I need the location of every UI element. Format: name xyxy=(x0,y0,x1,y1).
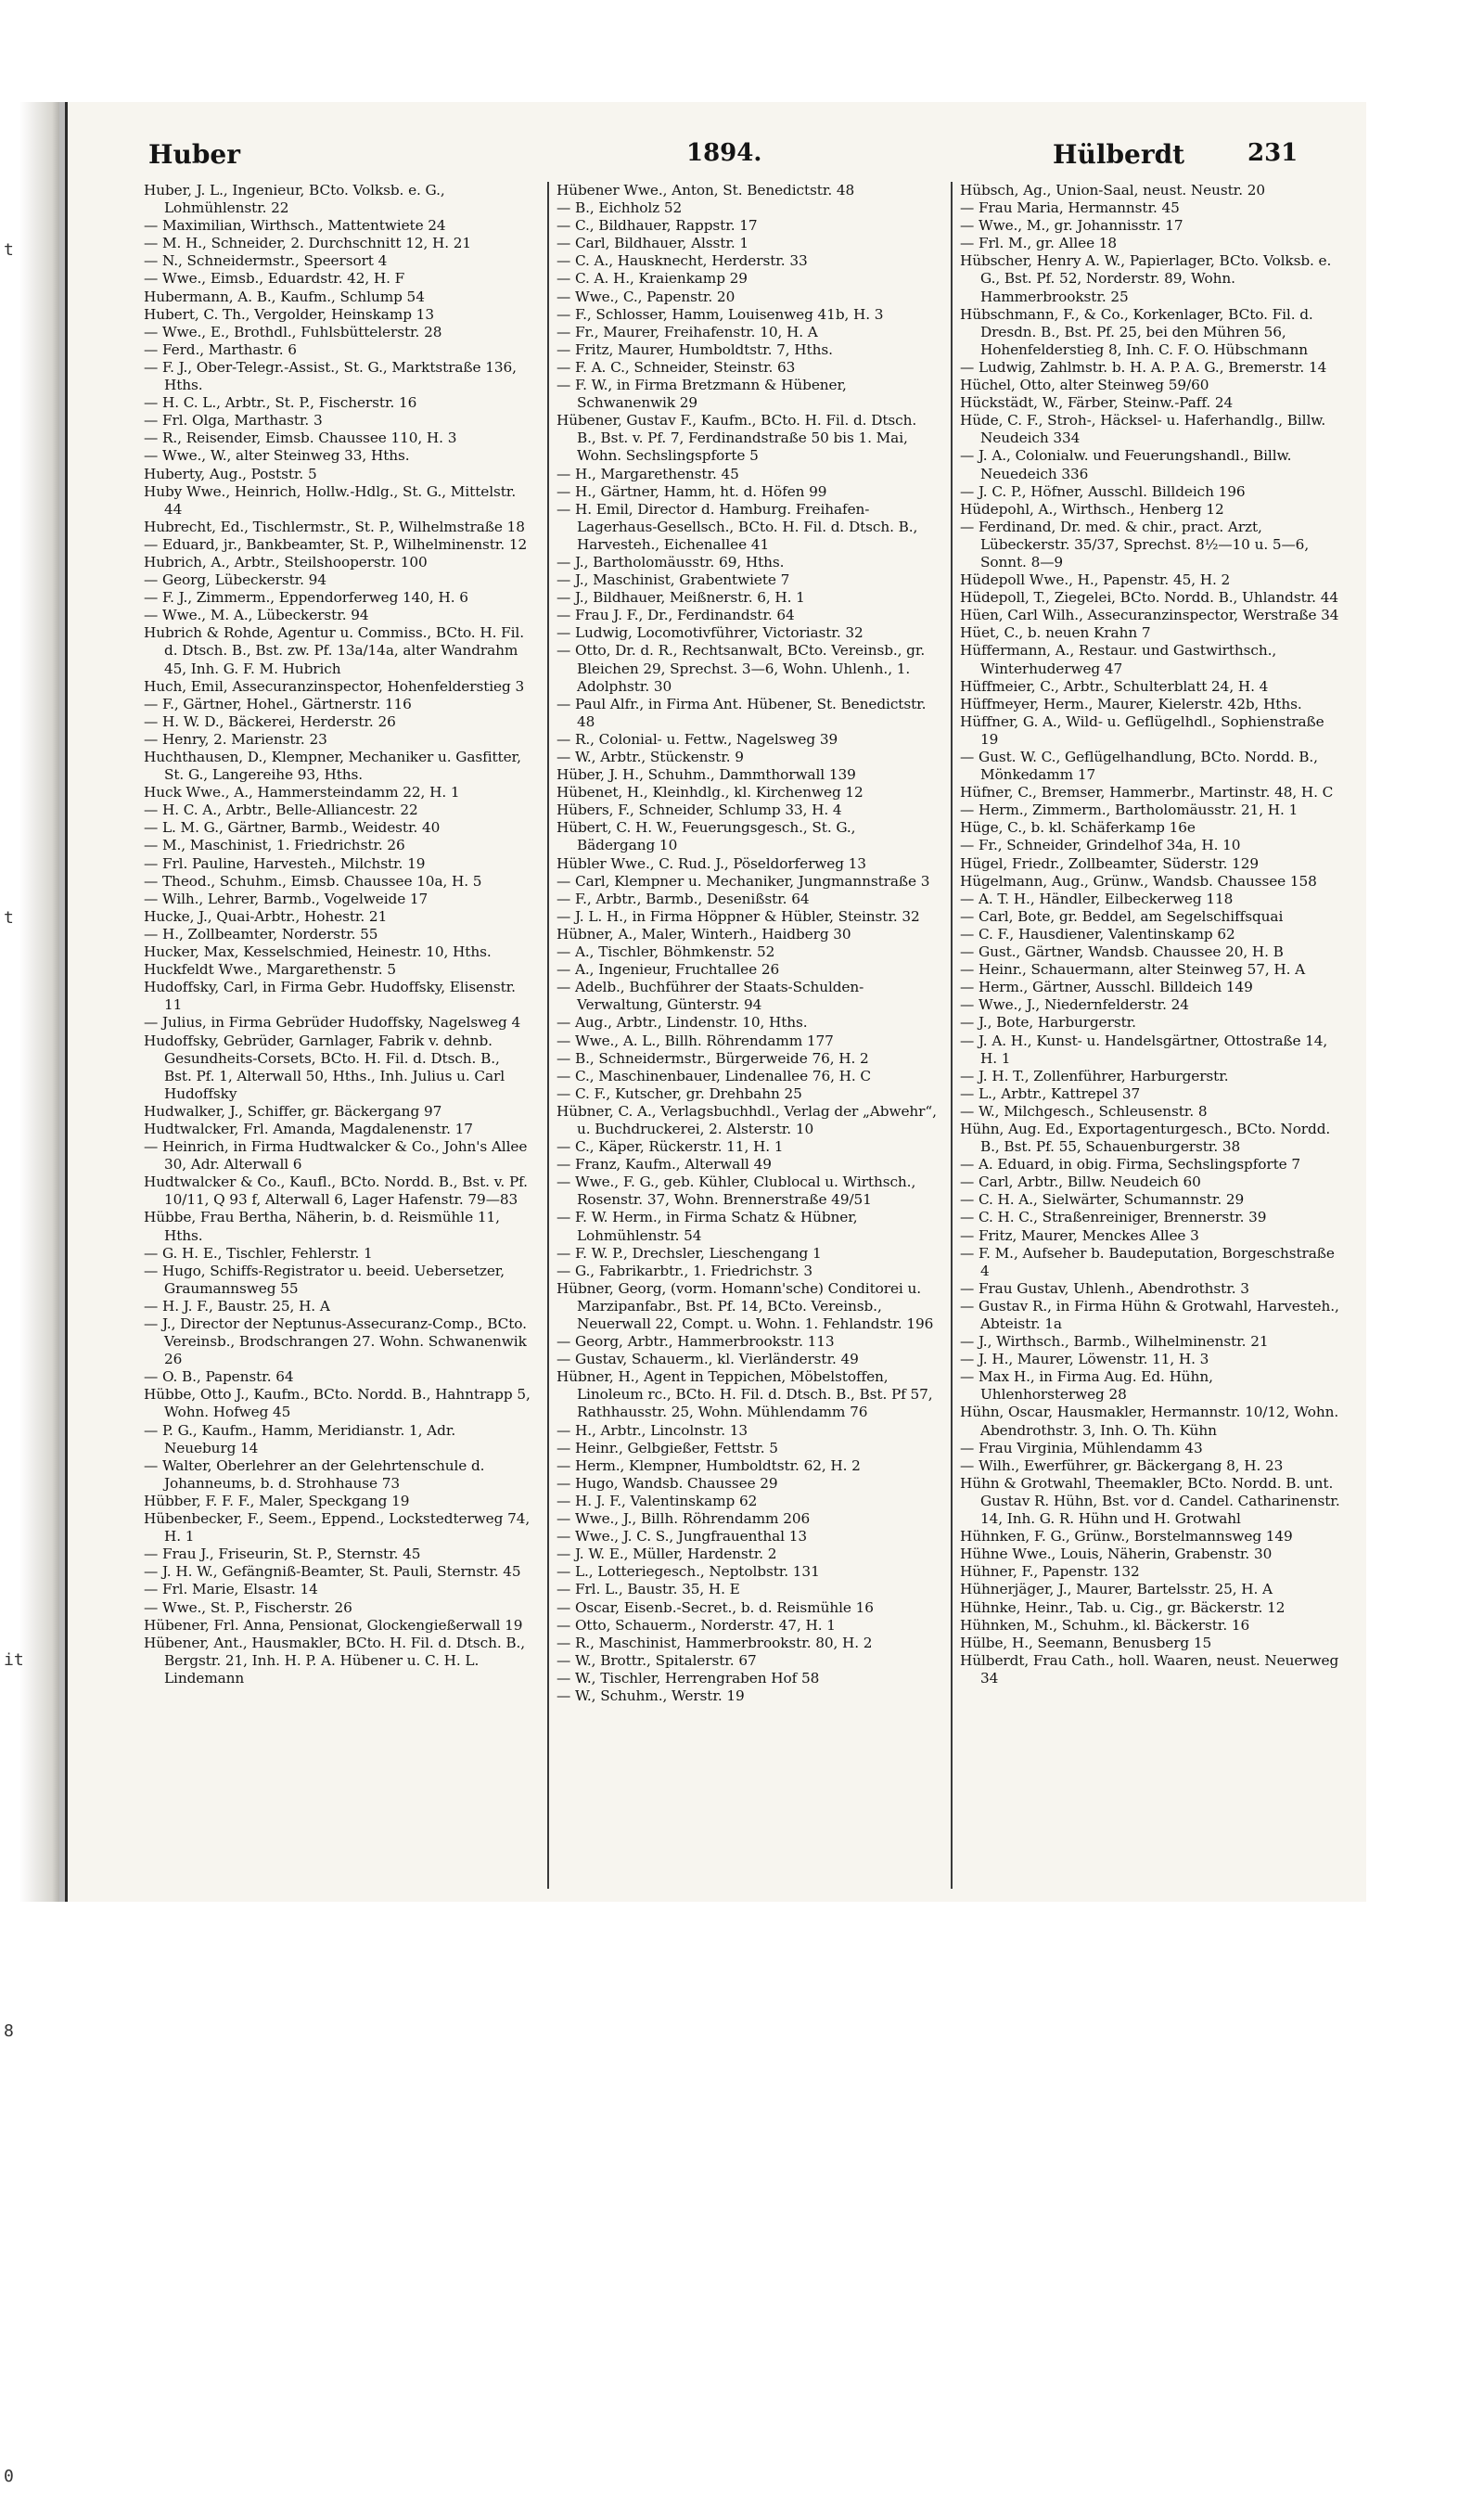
directory-entry: Hüffmeyer, Herm., Maurer, Kielerstr. 42b, Hths. xyxy=(960,695,1302,712)
directory-entry: — Adelb., Buchführer der Staats-Schulden-Verwaltung, Günterstr. 94 xyxy=(556,979,864,1014)
directory-entry: Hüet, C., b. neuen Krahn 7 xyxy=(960,624,1151,642)
directory-entry: — F. W. P., Drechsler, Lieschengang 1 xyxy=(556,1244,822,1262)
directory-entry: — G., Fabrikarbtr., 1. Friedrichstr. 3 xyxy=(556,1262,813,1279)
directory-entry: — M., Maschinist, 1. Friedrichstr. 26 xyxy=(144,837,405,854)
directory-entry: — Wwe., C., Papenstr. 20 xyxy=(556,288,736,305)
directory-entry: — Oscar, Eisenb.-Secret., b. d. Reismühle 16 xyxy=(556,1598,874,1616)
directory-entry: Hübbe, Frau Bertha, Näherin, b. d. Reismühle 11, Hths. xyxy=(144,1209,500,1244)
directory-entry: — J., Bartholomäusstr. 69, Hths. xyxy=(556,553,785,571)
directory-entry: — Henry, 2. Marienstr. 23 xyxy=(144,730,327,748)
directory-entry: — W., Schuhm., Werstr. 19 xyxy=(556,1687,745,1704)
directory-entry: Huberty, Aug., Poststr. 5 xyxy=(144,465,317,482)
directory-entry: Hudtwalcker, Frl. Amanda, Magdalenenstr. 17 xyxy=(144,1120,473,1137)
directory-entry: — Wwe., J., Billh. Röhrendamm 206 xyxy=(556,1510,811,1528)
directory-entry: — F. W., in Firma Bretzmann & Hübener, Schwanenwik 29 xyxy=(556,377,847,412)
directory-entry: — Otto, Schauerm., Norderstr. 47, H. 1 xyxy=(556,1616,836,1634)
directory-entry: Hühner, F., Papenstr. 132 xyxy=(960,1563,1140,1581)
directory-entry: — Heinr., Gelbgießer, Fettstr. 5 xyxy=(556,1439,778,1456)
directory-entry: — M. H., Schneider, 2. Durchschnitt 12, H. 21 xyxy=(144,235,472,252)
directory-entry: Hüffner, G. A., Wild- u. Geflügelhdl., Sophienstraße 19 xyxy=(960,712,1324,748)
directory-entry: Hüfner, C., Bremser, Hammerbr., Martinstr. 48, H. C xyxy=(960,784,1334,802)
directory-entry: — Paul Alfr., in Firma Ant. Hübener, St. Benedictstr. 48 xyxy=(556,695,927,730)
column-1 xyxy=(144,182,531,1889)
directory-entry: — C., Käper, Rückerstr. 11, H. 1 xyxy=(556,1138,784,1156)
directory-entry: — P. G., Kaufm., Hamm, Meridianstr. 1, Adr. Neueburg 14 xyxy=(144,1421,456,1456)
directory-entry: Hückstädt, W., Färber, Steinw.-Paff. 24 xyxy=(960,394,1234,412)
directory-entry: — L., Arbtr., Kattrepel 37 xyxy=(960,1084,1141,1102)
directory-entry: — A. T. H., Händler, Eilbeckerweg 118 xyxy=(960,890,1234,907)
directory-entry: — Julius, in Firma Gebrüder Hudoffsky, Nagelsweg 4 xyxy=(144,1014,521,1032)
directory-entry: — Wwe., A. L., Billh. Röhrendamm 177 xyxy=(556,1032,834,1049)
directory-entry: — Wwe., W., alter Steinweg 33, Hths. xyxy=(144,447,410,465)
directory-entry: — C. A., Hausknecht, Herderstr. 33 xyxy=(556,252,808,270)
directory-entry: Hubert, C. Th., Vergolder, Heinskamp 13 xyxy=(144,305,434,323)
directory-entry: — J. C. P., Höfner, Ausschl. Billdeich 196 xyxy=(960,482,1246,500)
directory-entry: — Gust. W. C., Geflügelhandlung, BCto. Nordd. B., Mönkedamm 17 xyxy=(960,749,1318,784)
directory-entry: — H., Gärtner, Hamm, ht. d. Höfen 99 xyxy=(556,482,827,500)
directory-entry: — Eduard, jr., Bankbeamter, St. P., Wilhelminenstr. 12 xyxy=(144,535,528,553)
directory-entry: Hübener Wwe., Anton, St. Benedictstr. 48 xyxy=(556,182,855,199)
directory-entry: — W., Tischler, Herrengraben Hof 58 xyxy=(556,1669,820,1687)
directory-entry: — W., Brottr., Spitalerstr. 67 xyxy=(556,1651,757,1669)
directory-entry: — F. A. C., Schneider, Steinstr. 63 xyxy=(556,358,796,376)
directory-entry: Hübert, C. H. W., Feuerungsgesch., St. G., Bädergang 10 xyxy=(556,819,856,854)
spine-marks: t t it 8 0 xyxy=(4,240,24,2486)
directory-entry: Hühn & Grotwahl, Theemakler, BCto. Nordd. B. unt. Gustav R. Hühn, Bst. vor d. Candel. Catharinenstr. 14, Inh. G. R. Hühn und H. Grotwahl xyxy=(960,1474,1340,1528)
directory-entry: — R., Maschinist, Hammerbrookstr. 80, H. 2 xyxy=(556,1634,873,1651)
directory-entry: — J. H. T., Zollenführer, Harburgerstr. xyxy=(960,1067,1229,1084)
directory-entry: — Wwe., Eimsb., Eduardstr. 42, H. F xyxy=(144,270,405,288)
directory-entry: Hucker, Max, Kesselschmied, Heinestr. 10, Hths. xyxy=(144,943,492,961)
directory-entry: — Otto, Dr. d. R., Rechtsanwalt, BCto. Vereinsb., gr. Bleichen 29, Sprechst. 3—6, Wohn. Uhlenh., 1. Adolphstr. 30 xyxy=(556,642,926,695)
directory-entry: — W., Arbtr., Stückenstr. 9 xyxy=(556,749,744,765)
directory-entry: — A., Tischler, Böhmkenstr. 52 xyxy=(556,943,775,961)
directory-entry: — W., Milchgesch., Schleusenstr. 8 xyxy=(960,1102,1208,1120)
directory-entry: Hüffmeier, C., Arbtr., Schulterblatt 24, H. 4 xyxy=(960,677,1269,695)
directory-entry: — A. Eduard, in obig. Firma, Sechslingspforte 7 xyxy=(960,1156,1301,1174)
directory-entry: — J. H., Maurer, Löwenstr. 11, H. 3 xyxy=(960,1351,1209,1368)
directory-entry: — H. J. F., Baustr. 25, H. A xyxy=(144,1297,330,1315)
directory-entry: Hüber, J. H., Schuhm., Dammthorwall 139 xyxy=(556,766,856,784)
directory-entry: — Gust., Gärtner, Wandsb. Chaussee 20, H. B xyxy=(960,943,1284,961)
directory-entry: — Walter, Oberlehrer an der Gelehrtenschule d. Johanneums, b. d. Strohhause 73 xyxy=(144,1456,485,1492)
directory-entry: — Franz, Kaufm., Alterwall 49 xyxy=(556,1156,772,1174)
directory-entry: — Carl, Klempner u. Mechaniker, Jungmannstraße 3 xyxy=(556,872,930,890)
directory-entry: — F. J., Zimmerm., Eppendorferweg 140, H. 6 xyxy=(144,589,468,607)
directory-entry: — H., Margarethenstr. 45 xyxy=(556,465,739,482)
directory-entry: — C. F., Hausdiener, Valentinskamp 62 xyxy=(960,925,1235,943)
directory-entry: — H., Zollbeamter, Norderstr. 55 xyxy=(144,925,378,943)
right-catchword: Hülberdt xyxy=(1053,139,1185,170)
directory-entry: Hühnken, F. G., Grünw., Borstelmannsweg 149 xyxy=(960,1528,1293,1546)
directory-entry: — Fritz, Maurer, Menckes Allee 3 xyxy=(960,1226,1199,1244)
directory-entry: Hüde, C. F., Stroh-, Häcksel- u. Haferhandlg., Billw. Neudeich 334 xyxy=(960,412,1326,447)
directory-entry: Hübenet, H., Kleinhdlg., kl. Kirchenweg 12 xyxy=(556,784,864,802)
directory-entry: — C., Bildhauer, Rappstr. 17 xyxy=(556,217,758,235)
directory-entry: Hubermann, A. B., Kaufm., Schlump 54 xyxy=(144,288,425,305)
directory-entry: — L., Lotteriegesch., Neptolbstr. 131 xyxy=(556,1563,820,1581)
directory-entry: — Herm., Zimmerm., Bartholomäusstr. 21, H. 1 xyxy=(960,802,1298,819)
directory-entry: — Frl. L., Baustr. 35, H. E xyxy=(556,1581,740,1598)
directory-entry: — F. M., Aufseher b. Baudeputation, Borgeschstraße 4 xyxy=(960,1244,1335,1279)
directory-entry: — O. B., Papenstr. 64 xyxy=(144,1368,294,1386)
directory-entry: Hudwalker, J., Schiffer, gr. Bäckergang 97 xyxy=(144,1102,442,1120)
directory-entry: — Aug., Arbtr., Lindenstr. 10, Hths. xyxy=(556,1014,808,1032)
directory-entry: Hucke, J., Quai-Arbtr., Hohestr. 21 xyxy=(144,907,388,925)
left-catchword: Huber xyxy=(148,139,240,170)
column-3 xyxy=(951,182,1340,1889)
directory-entry: Hügelmann, Aug., Grünw., Wandsb. Chaussee 158 xyxy=(960,872,1317,890)
directory-entry: — Frl. Olga, Marthastr. 3 xyxy=(144,412,323,430)
directory-entry: — J., Director der Neptunus-Assecuranz-Comp., BCto. Vereinsb., Brodschrangen 27. Wohn. Schwanenwik 26 xyxy=(144,1315,527,1368)
directory-entry: — H. J. F., Valentinskamp 62 xyxy=(556,1492,758,1509)
directory-entry: Hüge, C., b. kl. Schäferkamp 16e xyxy=(960,819,1196,837)
directory-entry: — F. W. Herm., in Firma Schatz & Hübner, Lohmühlenstr. 54 xyxy=(556,1209,858,1244)
directory-entry: — Ludwig, Locomotivführer, Victoriastr. 32 xyxy=(556,624,864,642)
directory-entry: Hübner, C. A., Verlagsbuchhdl., Verlag der „Abwehr“, u. Buchdruckerei, 2. Alsterstr. 10 xyxy=(556,1102,937,1137)
directory-entry: Hüdepoll Wwe., H., Papenstr. 45, H. 2 xyxy=(960,571,1231,589)
directory-entry: Hübschmann, F., & Co., Korkenlager, BCto. Fil. d. Dresdn. B., Bst. Pf. 25, bei den Mühren 56, Hohenfelderstieg 8, Inh. C. F. O. Hübschmann xyxy=(960,305,1313,358)
directory-entry: — Ludwig, Zahlmstr. b. H. A. P. A. G., Bremerstr. 14 xyxy=(960,358,1327,376)
directory-entry: — Fr., Maurer, Freihafenstr. 10, H. A xyxy=(556,323,818,340)
directory-entry: — Georg, Lübeckerstr. 94 xyxy=(144,571,326,589)
directory-entry: — Hugo, Wandsb. Chaussee 29 xyxy=(556,1474,778,1492)
directory-entry: — C., Maschinenbauer, Lindenallee 76, H. C xyxy=(556,1067,872,1084)
directory-entry: — Wwe., M., gr. Johannisstr. 17 xyxy=(960,217,1183,235)
directory-entry: — Herm., Gärtner, Ausschl. Billdeich 149 xyxy=(960,979,1253,996)
directory-entry: Hügel, Friedr., Zollbeamter, Süderstr. 129 xyxy=(960,854,1260,872)
directory-entry: — F., Arbtr., Barmb., Desenißstr. 64 xyxy=(556,890,810,907)
directory-entry: — Carl, Bote, gr. Beddel, am Segelschiffsquai xyxy=(960,907,1284,925)
directory-entry: — G. H. E., Tischler, Fehlerstr. 1 xyxy=(144,1244,373,1262)
directory-entry: — C. F., Kutscher, gr. Drehbahn 25 xyxy=(556,1084,802,1102)
directory-entry: — Frau Virginia, Mühlendamm 43 xyxy=(960,1439,1203,1456)
directory-entry: Hübner, Georg, (vorm. Homann'sche) Conditorei u. Marzipanfabr., Bst. Pf. 14, BCto. Vereinsb., Neuerwall 22, Compt. u. Wohn. 1. Fehlandstr. 196 xyxy=(556,1279,934,1332)
directory-entry: Huchthausen, D., Klempner, Mechaniker u. Gasfitter, St. G., Langereihe 93, Hths. xyxy=(144,749,521,784)
directory-entry: Hühn, Oscar, Hausmakler, Hermannstr. 10/12, Wohn. Abendrothstr. 3, Inh. O. Th. Kühn xyxy=(960,1404,1339,1439)
directory-entry: — Frl. Marie, Elsastr. 14 xyxy=(144,1581,318,1598)
directory-entry: — Gustav, Schauerm., kl. Vierländerstr. 49 xyxy=(556,1351,859,1368)
directory-entry: — J. W. E., Müller, Hardenstr. 2 xyxy=(556,1546,777,1563)
directory-entry: — Wwe., J. C. S., Jungfrauenthal 13 xyxy=(556,1528,808,1546)
directory-entry: — F., Schlosser, Hamm, Louisenweg 41b, H. 3 xyxy=(556,305,884,323)
running-header xyxy=(148,139,1363,180)
directory-entry: — H. W. D., Bäckerei, Herderstr. 26 xyxy=(144,712,396,730)
directory-entry: — Fr., Schneider, Grindelhof 34a, H. 10 xyxy=(960,837,1241,854)
directory-entry: — F. J., Ober-Telegr.-Assist., St. G., Marktstraße 136, Hths. xyxy=(144,358,517,394)
directory-entry: — Heinrich, in Firma Hudtwalcker & Co., John's Allee 30, Adr. Alterwall 6 xyxy=(144,1138,528,1174)
directory-entry: — Georg, Arbtr., Hammerbrookstr. 113 xyxy=(556,1333,835,1351)
directory-entry: — Carl, Arbtr., Billw. Neudeich 60 xyxy=(960,1174,1201,1191)
directory-entry: Huck Wwe., A., Hammersteindamm 22, H. 1 xyxy=(144,784,460,802)
directory-entry: Hubrecht, Ed., Tischlermstr., St. P., Wilhelmstraße 18 xyxy=(144,518,525,535)
directory-entry: — Wwe., F. G., geb. Kühler, Clublocal u. Wirthsch., Rosenstr. 37, Wohn. Brennerstraße 49/51 xyxy=(556,1174,916,1209)
directory-entry: Hülberdt, Frau Cath., holl. Waaren, neust. Neuerweg 34 xyxy=(960,1651,1339,1687)
directory-entry: Hübenbecker, F., Seem., Eppend., Lockstedterweg 74, H. 1 xyxy=(144,1510,531,1546)
directory-entry: Hüchel, Otto, alter Steinweg 59/60 xyxy=(960,377,1209,394)
directory-entry: Hühnke, Heinr., Tab. u. Cig., gr. Bäckerstr. 12 xyxy=(960,1598,1286,1616)
directory-entry: — Wilh., Ewerführer, gr. Bäckergang 8, H. 23 xyxy=(960,1456,1284,1474)
directory-entry: — C. H. C., Straßenreiniger, Brennerstr. 39 xyxy=(960,1209,1267,1226)
directory-entry: — H., Arbtr., Lincolnstr. 13 xyxy=(556,1421,748,1439)
directory-entry: — F., Gärtner, Hohel., Gärtnerstr. 116 xyxy=(144,695,412,712)
directory-entry: — L. M. G., Gärtner, Barmb., Weidestr. 40 xyxy=(144,819,441,837)
directory-entry: Hühnerjäger, J., Maurer, Bartelsstr. 25, H. A xyxy=(960,1581,1273,1598)
directory-entry: — Frau Gustav, Uhlenh., Abendrothstr. 3 xyxy=(960,1279,1249,1297)
directory-entry: — Fritz, Maurer, Humboldtstr. 7, Hths. xyxy=(556,340,833,358)
directory-entry: — B., Eichholz 52 xyxy=(556,199,683,217)
directory-entry: — Frau J., Friseurin, St. P., Sternstr. 45 xyxy=(144,1546,421,1563)
directory-entry: — Wilh., Lehrer, Barmb., Vogelweide 17 xyxy=(144,890,429,907)
directory-entry: — Theod., Schuhm., Eimsb. Chaussee 10a, H. 5 xyxy=(144,872,482,890)
year-heading: 1894. xyxy=(686,139,762,167)
directory-entry: Hübber, F. F. F., Maler, Speckgang 19 xyxy=(144,1492,410,1509)
directory-entry: Hüen, Carl Wilh., Assecuranzinspector, Werstraße 34 xyxy=(960,607,1339,624)
directory-entry: — H. C. A., Arbtr., Belle-Alliancestr. 22 xyxy=(144,802,418,819)
directory-entry: — Frau Maria, Hermannstr. 45 xyxy=(960,199,1180,217)
directory-entry: — J. H. W., Gefängniß-Beamter, St. Pauli, Sternstr. 45 xyxy=(144,1563,521,1581)
directory-entry: — N., Schneidermstr., Speersort 4 xyxy=(144,252,388,270)
directory-entry: — Wwe., St. P., Fischerstr. 26 xyxy=(144,1598,352,1616)
directory-entry: — Ferd., Marthastr. 6 xyxy=(144,340,297,358)
book-spine-edge xyxy=(0,102,65,2486)
directory-entry: — Wwe., E., Brothdl., Fuhlsbüttelerstr. 28 xyxy=(144,323,442,340)
directory-entry: — Hugo, Schiffs-Registrator u. beeid. Uebersetzer, Graumannsweg 55 xyxy=(144,1262,505,1297)
directory-entry: Hübsch, Ag., Union-Saal, neust. Neustr. 20 xyxy=(960,182,1265,199)
directory-entry: — Frl. M., gr. Allee 18 xyxy=(960,235,1118,252)
directory-entry: — J. A., Colonialw. und Feuerungshandl., Billw. Neuedeich 336 xyxy=(960,447,1292,482)
directory-entry: — J., Bote, Harburgerstr. xyxy=(960,1014,1136,1032)
directory-entry: — R., Colonial- u. Fettw., Nagelsweg 39 xyxy=(556,730,838,748)
directory-entry: — Frl. Pauline, Harvesteh., Milchstr. 19 xyxy=(144,854,426,872)
directory-entry: — Heinr., Schauermann, alter Steinweg 57, H. A xyxy=(960,961,1306,979)
directory-entry: — J., Wirthsch., Barmb., Wilhelminenstr. 21 xyxy=(960,1333,1269,1351)
directory-entry: — Ferdinand, Dr. med. & chir., pract. Arzt, Lübeckerstr. 35/37, Sprechst. 8½—10 u. 5—6, Sonnt. 8—9 xyxy=(960,518,1310,571)
directory-entry: Huby Wwe., Heinrich, Hollw.-Hdlg., St. G., Mittelstr. 44 xyxy=(144,482,517,518)
directory-entry: Hübener, Gustav F., Kaufm., BCto. H. Fil. d. Dtsch. B., Bst. v. Pf. 7, Ferdinandstraße 50 bis 1. Mai, Wohn. Sechslingspforte 5 xyxy=(556,412,917,465)
directory-entry: Hübler Wwe., C. Rud. J., Pöseldorferweg 13 xyxy=(556,854,866,872)
directory-entry: — H. C. L., Arbtr., St. P., Fischerstr. 16 xyxy=(144,394,417,412)
column-2 xyxy=(547,182,937,1889)
directory-entry: — Carl, Bildhauer, Alsstr. 1 xyxy=(556,235,749,252)
directory-entry: Huch, Emil, Assecuranzinspector, Hohenfelderstieg 3 xyxy=(144,677,525,695)
directory-entry: Hülbe, H., Seemann, Benusberg 15 xyxy=(960,1634,1212,1651)
directory-entry: — Maximilian, Wirthsch., Mattentwiete 24 xyxy=(144,217,446,235)
page-number: 231 xyxy=(1247,139,1298,167)
directory-entry: — C. H. A., Sielwärter, Schumannstr. 29 xyxy=(960,1191,1245,1209)
directory-entry: Hühnken, M., Schuhm., kl. Bäckerstr. 16 xyxy=(960,1616,1250,1634)
directory-entry: Huber, J. L., Ingenieur, BCto. Volksb. e. G., Lohmühlenstr. 22 xyxy=(144,182,445,217)
directory-entry: — Herm., Klempner, Humboldtstr. 62, H. 2 xyxy=(556,1456,861,1474)
directory-entry: — J. A. H., Kunst- u. Handelsgärtner, Ottostraße 14, H. 1 xyxy=(960,1032,1328,1067)
directory-entry: — Frau J. F., Dr., Ferdinandstr. 64 xyxy=(556,607,795,624)
directory-columns xyxy=(144,182,1350,1889)
directory-entry: Hübbe, Otto J., Kaufm., BCto. Nordd. B., Hahntrapp 5, Wohn. Hofweg 45 xyxy=(144,1386,531,1421)
directory-entry: — H. Emil, Director d. Hamburg. Freihafen-Lagerhaus-Gesellsch., BCto. H. Fil. d. Dtsch. B., Harvesteh., Eichenallee 41 xyxy=(556,500,918,553)
directory-entry: Hühn, Aug. Ed., Exportagenturgesch., BCto. Nordd. B., Bst. Pf. 55, Schauenburgerstr. 38 xyxy=(960,1120,1331,1156)
directory-entry: Hüffermann, A., Restaur. und Gastwirthsch., Winterhuderweg 47 xyxy=(960,642,1277,677)
directory-entry: Hübner, H., Agent in Teppichen, Möbelstoffen, Linoleum rc., BCto. H. Fil. d. Dtsch. B., Bst. Pf 57, Rathhausstr. 25, Wohn. Mühlendamm 76 xyxy=(556,1368,933,1421)
directory-entry: Hübener, Frl. Anna, Pensionat, Glockengießerwall 19 xyxy=(144,1616,523,1634)
directory-entry: Hübner, A., Maler, Winterh., Haidberg 30 xyxy=(556,925,851,943)
directory-entry: — Wwe., J., Niedernfelderstr. 24 xyxy=(960,996,1189,1014)
directory-entry: — Gustav R., in Firma Hühn & Grotwahl, Harvesteh., Abteistr. 1a xyxy=(960,1297,1339,1332)
directory-entry: Hübers, F., Schneider, Schlump 33, H. 4 xyxy=(556,802,842,819)
directory-entry: Hühne Wwe., Louis, Näherin, Grabenstr. 30 xyxy=(960,1546,1273,1563)
directory-entry: Hudoffsky, Carl, in Firma Gebr. Hudoffsky, Elisenstr. 11 xyxy=(144,979,516,1014)
directory-entry: Hudtwalcker & Co., Kaufl., BCto. Nordd. B., Bst. v. Pf. 10/11, Q 93 f, Alterwall 6, Lager Hafenstr. 79—83 xyxy=(144,1174,528,1209)
directory-entry: Hübener, Ant., Hausmakler, BCto. H. Fil. d. Dtsch. B., Bergstr. 21, Inh. H. P. A. Hübener u. C. H. L. Lindemann xyxy=(144,1634,526,1687)
directory-entry: Huckfeldt Wwe., Margarethenstr. 5 xyxy=(144,961,396,979)
directory-entry: Hubrich, A., Arbtr., Steilshooperstr. 100 xyxy=(144,553,428,571)
directory-entry: Hübscher, Henry A. W., Papierlager, BCto. Volksb. e. G., Bst. Pf. 52, Norderstr. 89, Wohn. Hammerbrookstr. 25 xyxy=(960,252,1332,305)
directory-entry: — C. A. H., Kraienkamp 29 xyxy=(556,270,748,288)
directory-entry: Hüdepoll, T., Ziegelei, BCto. Nordd. B., Uhlandstr. 44 xyxy=(960,589,1338,607)
directory-entry: Hubrich & Rohde, Agentur u. Commiss., BCto. H. Fil. d. Dtsch. B., Bst. zw. Pf. 13a/14a, alter Wandrahm 45, Inh. G. F. M. Hubrich xyxy=(144,624,524,677)
directory-entry: — R., Reisender, Eimsb. Chaussee 110, H. 3 xyxy=(144,430,457,447)
directory-entry: — B., Schneidermstr., Bürgerweide 76, H. 2 xyxy=(556,1049,869,1067)
directory-entry: Hüdepohl, A., Wirthsch., Henberg 12 xyxy=(960,500,1224,518)
directory-entry: Hudoffsky, Gebrüder, Garnlager, Fabrik v. dehnb. Gesundheits-Corsets, BCto. H. Fil. d. Dtsch. B., Bst. Pf. 1, Alterwall 50, Hths., Inh. Julius u. Carl Hudoffsky xyxy=(144,1032,505,1102)
directory-entry: — J., Bildhauer, Meißnerstr. 6, H. 1 xyxy=(556,589,805,607)
directory-entry: — J. L. H., in Firma Höppner & Hübler, Steinstr. 32 xyxy=(556,907,920,925)
directory-entry: — Wwe., M. A., Lübeckerstr. 94 xyxy=(144,607,369,624)
directory-entry: — Max H., in Firma Aug. Ed. Hühn, Uhlenhorsterweg 28 xyxy=(960,1368,1213,1404)
directory-entry: — A., Ingenieur, Fruchtallee 26 xyxy=(556,961,780,979)
directory-entry: — J., Maschinist, Grabentwiete 7 xyxy=(556,571,790,589)
